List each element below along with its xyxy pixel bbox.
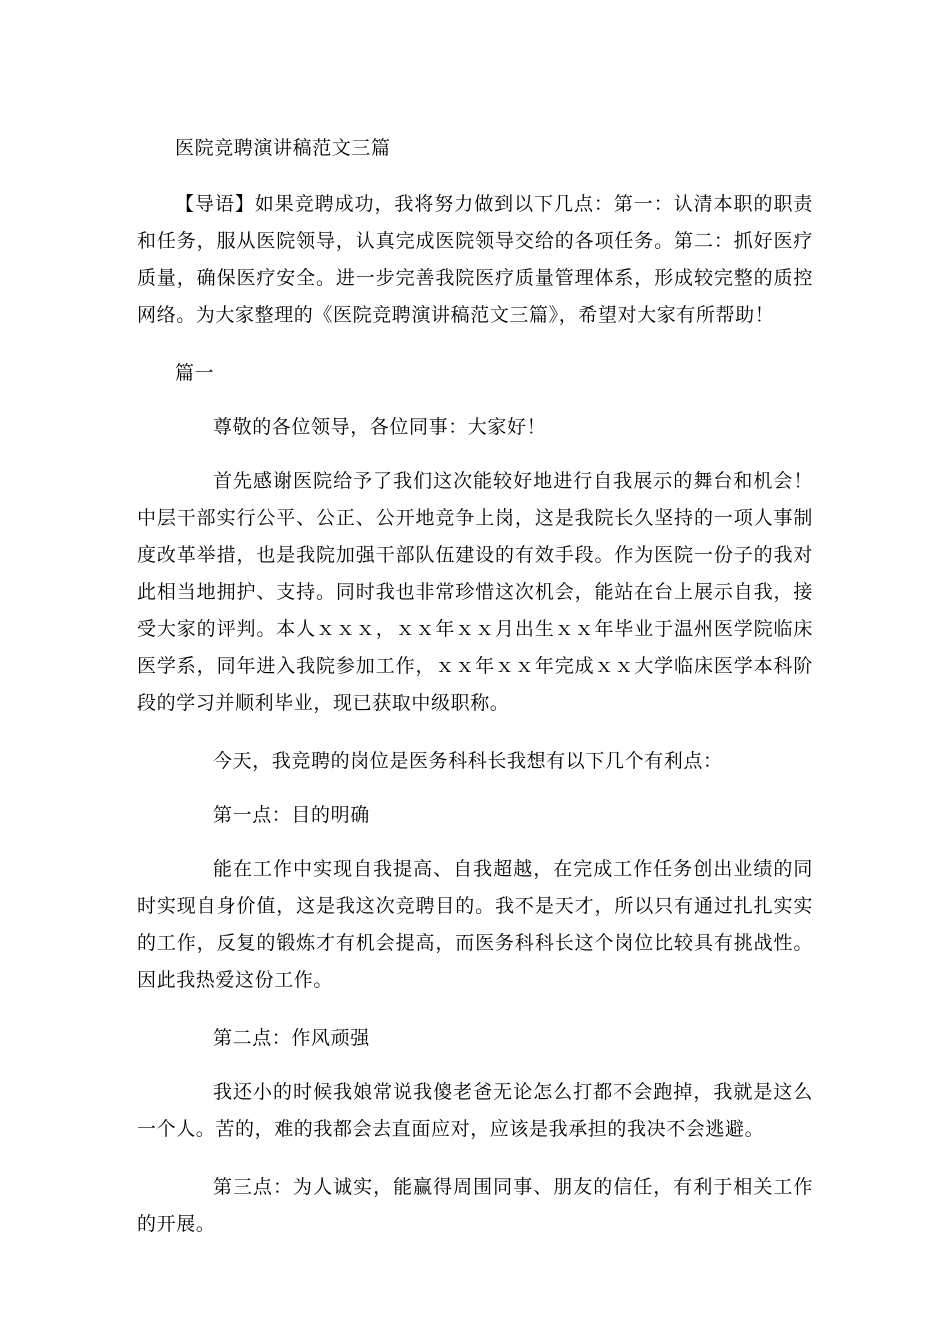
document-title: 医院竞聘演讲稿范文三篇	[175, 137, 391, 159]
section-heading: 篇一	[175, 362, 215, 384]
body-paragraph-1: 首先感谢医院给予了我们这次能较好地进行自我展示的舞台和机会！中层干部实行公平、公正、公开地竞争上岗，这是我院长久坚持的一项人事制度改革举措，也是我院加强干部队伍建设的有效手段。作为医院一份子的我对此相当地拥护、支持。同时我也非常珍惜这次机会，能站在台上展示自我，接受大家的评判。本人ｘｘｘ，ｘｘ年ｘｘ月出生ｘｘ年毕业于温州医学院临床医学系，同年进入我院参加工作，ｘｘ年ｘｘ年完成ｘｘ大学临床医学本科阶段的学习并顺利毕业，现已获取中级职称。	[137, 470, 813, 714]
intro-paragraph: 【导语】如果竞聘成功，我将努力做到以下几点：第一：认清本职的职责和任务，服从医院领导，认真完成医院领导交给的各项任务。第二：抓好医疗质量，确保医疗安全。进一步完善我院医疗质量管理体系，形成较完整的质控网络。为大家整理的《医院竞聘演讲稿范文三篇》，希望对大家有所帮助！	[137, 193, 813, 326]
point-1-title: 第一点：目的明确	[213, 804, 370, 826]
point-1-body: 能在工作中实现自我提高、自我超越，在完成工作任务创出业绩的同时实现自身价值，这是我这次竞聘目的。我不是天才，所以只有通过扎扎实实的工作，反复的锻炼才有机会提高，而医务科科长这个岗位比较具有挑战性。因此我热爱这份工作。	[137, 858, 813, 991]
body-paragraph-2: 今天，我竞聘的岗位是医务科科长我想有以下几个有利点：	[213, 750, 723, 772]
document-body	[137, 130, 813, 1243]
point-3-paragraph: 第三点：为人诚实，能赢得周围同事、朋友的信任，有利于相关工作的开展。	[137, 1176, 813, 1235]
greeting-paragraph: 尊敬的各位领导，各位同事：大家好！	[213, 416, 547, 438]
point-2-title: 第二点：作风顽强	[213, 1027, 370, 1049]
point-2-body: 我还小的时候我娘常说我傻老爸无论怎么打都不会跑掉，我就是这么一个人。苦的，难的我都会去直面应对，应该是我承担的我决不会逃避。	[137, 1081, 813, 1140]
